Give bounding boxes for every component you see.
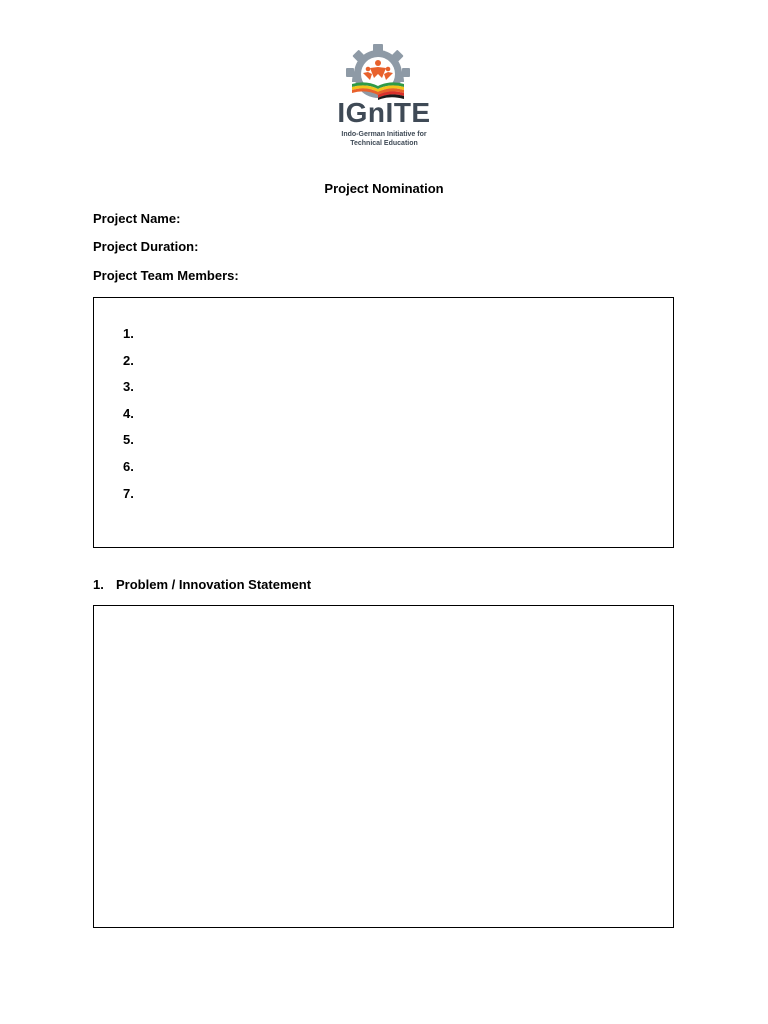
problem-statement-box[interactable] xyxy=(93,605,674,928)
logo-tagline-line2: Technical Education xyxy=(350,140,418,147)
team-member-item: 4. xyxy=(123,405,134,421)
project-name-label: Project Name: xyxy=(93,211,181,226)
team-members-label: Project Team Members: xyxy=(93,268,239,283)
team-member-item: 6. xyxy=(123,458,134,474)
team-member-item: 1. xyxy=(123,326,134,341)
section-1-heading xyxy=(93,577,311,592)
team-member-item: 2. xyxy=(123,352,134,368)
team-member-item: 5. xyxy=(123,432,134,448)
document-title: Project Nomination xyxy=(324,181,444,196)
logo-tagline xyxy=(322,130,446,148)
team-members-box[interactable] xyxy=(93,297,674,548)
ignite-logo xyxy=(322,44,446,150)
team-members-list xyxy=(123,324,134,510)
team-member-item: 3. xyxy=(123,379,134,395)
section-1-number: 1. xyxy=(93,577,104,592)
logo-wordmark: IGnITE xyxy=(337,97,431,128)
project-duration-label: Project Duration: xyxy=(93,239,199,254)
gear-book-icon xyxy=(346,44,410,100)
logo-tagline-line1: Indo-German Initiative for xyxy=(341,131,427,138)
team-member-item: 7. xyxy=(123,485,134,501)
section-1-title: Problem / Innovation Statement xyxy=(116,577,312,592)
